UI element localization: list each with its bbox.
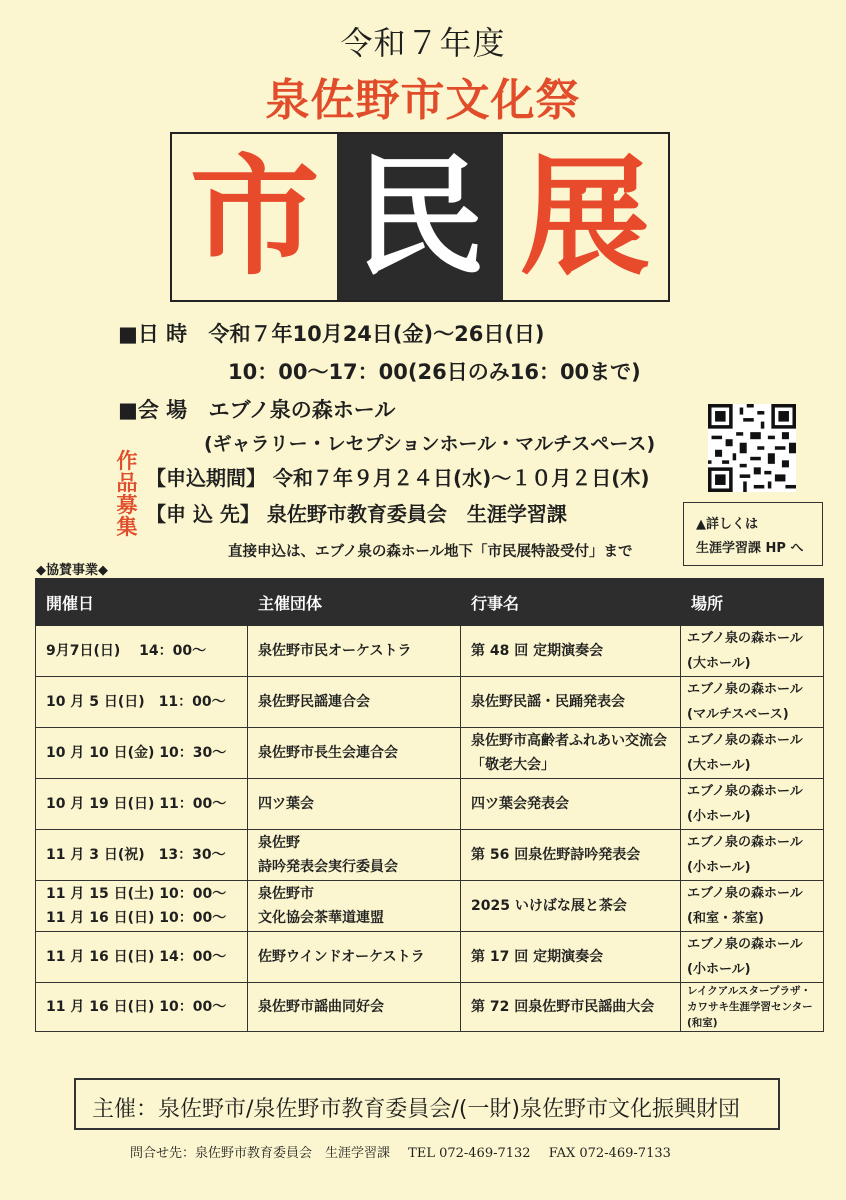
venue-value: エブノ泉の森ホール [208,398,396,422]
cell-place-line: (大ホール) [687,758,751,773]
cell-place-line: エブノ泉の森ホール [687,784,803,799]
table-row [36,779,824,830]
cell-date-line: 9月7日(日) 14：00～ [46,643,207,659]
cell-organizer-line: 泉佐野市謡曲同好会 [258,999,384,1015]
cell-event-line: 四ツ葉会発表会 [471,796,569,812]
date-row [118,318,545,348]
cell-place-line: (和室) [687,1017,718,1029]
cell-place-line: (小ホール) [687,809,751,824]
cell-event-line: 第 72 回泉佐野市民謡曲大会 [471,999,655,1015]
cell-event [461,626,681,677]
cell-organizer [248,983,461,1032]
apply-to-row [146,498,567,527]
cell-place-line: (大ホール) [687,656,751,671]
festival-title: 泉佐野市文化祭 [265,75,581,126]
cell-place [681,830,824,881]
apply-period-label: 【申込期間】 [146,466,266,490]
table-row [36,830,824,881]
cell-event [461,728,681,779]
year-heading: 令和７年度 [340,24,506,62]
title-char-2: 民 [337,134,502,300]
header-event: 行事名 [461,579,681,626]
cell-date-line: 11 月 15 日(土) 10：00～ [46,886,227,902]
cell-event [461,983,681,1032]
cell-organizer-line: 佐野ウインドオーケストラ [258,949,425,965]
cell-place-line: エブノ泉の森ホール [687,733,803,748]
cell-event [461,677,681,728]
cell-organizer-line: 泉佐野市 [258,886,314,902]
cell-date-line: 10 月 5 日(日) 11：00～ [46,694,226,710]
apply-period-value: 令和７年９月２４日(水)～１０月２日(木) [272,466,650,490]
contact-fax: FAX 072-469-7133 [548,1146,671,1161]
cell-organizer [248,830,461,881]
organizer-box: 主催：泉佐野市/泉佐野市教育委員会/(一財)泉佐野市文化振興財団 [74,1078,780,1130]
cell-place-line: エブノ泉の森ホール [687,886,803,901]
cell-date [36,779,248,830]
header-date: 開催日 [36,579,248,626]
cell-date [36,932,248,983]
cell-organizer [248,728,461,779]
works-wanted-label: 作 品 募 集 [116,449,138,539]
cell-organizer [248,779,461,830]
cell-place [681,881,824,932]
title-char-1: 市 [189,141,320,293]
cell-event [461,779,681,830]
table-row [36,932,824,983]
cell-place-line: エブノ泉の森ホール [687,631,803,646]
table-row [36,983,824,1032]
cell-organizer-line: 泉佐野 [258,835,300,851]
venue-detail: (ギャラリー・レセプションホール・マルチスペース) [204,433,656,455]
time-value: 10：00～17：00(26日のみ16：00まで) [228,360,641,384]
cell-event-line: 泉佐野市高齢者ふれあい交流会 [471,733,667,749]
cosponsor-label: ◆協賛事業◆ [36,563,108,578]
cell-place [681,932,824,983]
cell-event-line: 「敬老大会」 [471,757,555,773]
venue-row [118,394,395,424]
header-organizer: 主催団体 [248,579,461,626]
cell-event-line: 第 56 回泉佐野詩吟発表会 [471,847,641,863]
cell-organizer-line: 泉佐野民謡連合会 [258,694,370,710]
date-value: 令和７年10月24日(金)～26日(日) [208,322,545,346]
cell-organizer [248,881,461,932]
cell-date [36,677,248,728]
apply-period-row [146,462,650,491]
cell-place-line: (小ホール) [687,962,751,977]
contact-label: 問合せ先：泉佐野市教育委員会 生涯学習課 [130,1146,391,1161]
cell-organizer-line: 四ツ葉会 [258,796,314,812]
cell-place [681,677,824,728]
cell-date [36,983,248,1032]
cell-date [36,728,248,779]
cell-event-line: 泉佐野民謡・民踊発表会 [471,694,625,710]
cell-event-line: 第 48 回 定期演奏会 [471,643,604,659]
cell-event [461,932,681,983]
direct-apply-note: 直接申込は、エブノ泉の森ホール地下「市民展特設受付」まで [228,544,633,560]
qr-caption-line-1: ▲詳しくは [696,517,758,532]
events-table [35,578,824,1032]
cell-date-line: 11 月 3 日(祝) 13：30～ [46,847,226,863]
cell-place-line: エブノ泉の森ホール [687,682,803,697]
cell-place-line: カワサキ生涯学習センター [687,1001,813,1013]
cell-place-line: レイクアルスタープラザ・ [687,985,812,997]
cell-place [681,626,824,677]
table-row [36,677,824,728]
apply-to-label: 【申 込 先】 [146,502,260,526]
cell-place-line: エブノ泉の森ホール [687,835,803,850]
cell-date-line: 10 月 10 日(金) 10：30～ [46,745,227,761]
cell-date-line: 11 月 16 日(日) 10：00～ [46,910,227,926]
qr-caption-line-2: 生涯学習課 HP へ [696,541,804,556]
table-row [36,626,824,677]
cell-event [461,881,681,932]
cell-date-line: 11 月 16 日(日) 10：00～ [46,999,227,1015]
cell-organizer-line: 泉佐野市民オーケストラ [258,643,412,659]
cell-date [36,626,248,677]
cell-place-line: エブノ泉の森ホール [687,937,803,952]
cell-place [681,779,824,830]
cell-event [461,830,681,881]
contact-tel: TEL 072-469-7132 [408,1146,531,1161]
cell-organizer-line: 泉佐野市長生会連合会 [258,745,398,761]
cell-place [681,983,824,1032]
cell-date-line: 10 月 19 日(日) 11：00～ [46,796,227,812]
cell-date [36,830,248,881]
exhibition-title [170,132,670,302]
qr-code-icon[interactable] [708,404,796,492]
cell-event-line: 第 17 回 定期演奏会 [471,949,604,965]
cell-event-line: 2025 いけばな展と茶会 [471,898,627,914]
qr-caption-box [683,502,823,566]
cell-organizer-line: 詩吟発表会実行委員会 [258,859,398,875]
cell-organizer [248,626,461,677]
apply-to-value: 泉佐野市教育委員会 生涯学習課 [266,502,567,526]
table-header-row [36,579,824,626]
cell-date [36,881,248,932]
cell-organizer [248,677,461,728]
cell-place-line: (和室・茶室) [687,911,764,926]
table-row [36,881,824,932]
table-row [36,728,824,779]
cell-place [681,728,824,779]
venue-label: ■会 場 [118,398,188,422]
cell-place-line: (小ホール) [687,860,751,875]
cell-organizer-line: 文化協会茶華道連盟 [258,910,384,926]
date-label: ■日 時 [118,322,188,346]
header-place: 場所 [681,579,824,626]
cell-date-line: 11 月 16 日(日) 14：00～ [46,949,227,965]
contact-line [130,1142,685,1161]
title-char-3: 展 [520,141,651,293]
cell-place-line: (マルチスペース) [687,707,789,722]
cell-organizer [248,932,461,983]
